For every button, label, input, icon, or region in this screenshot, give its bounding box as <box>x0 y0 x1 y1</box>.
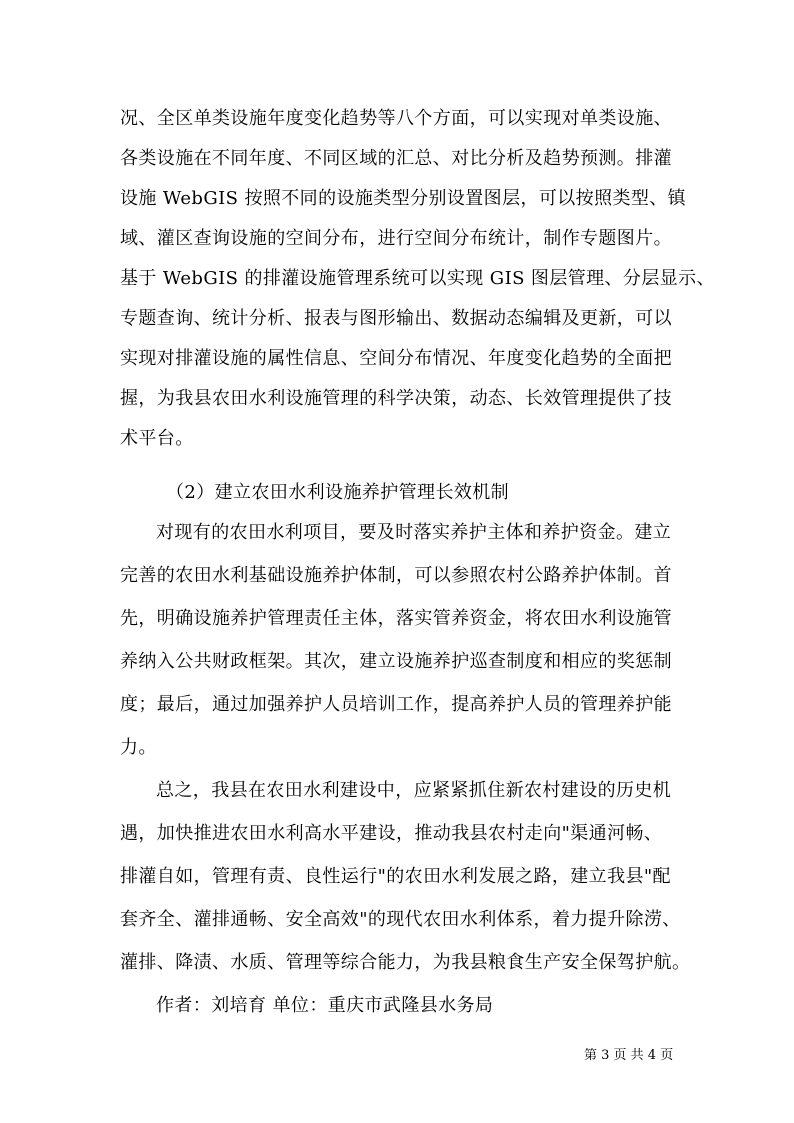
paragraph-line: 遇，加快推进农田水利高水平建设，推动我县农村走向"渠通河畅、 <box>120 823 663 844</box>
paragraph-line: 术平台。 <box>120 428 194 449</box>
paragraph-line: 各类设施在不同年度、不同区域的汇总、对比分析及趋势预测。排灌 <box>120 148 672 169</box>
paragraph-line: 先，明确设施养护管理责任主体，落实管养资金，将农田水利设施管 <box>120 608 672 629</box>
paragraph-line: 基于 WebGIS 的排灌设施管理系统可以实现 GIS 图层管理、分层显示、 <box>120 268 715 289</box>
paragraph-line: 设施 WebGIS 按照不同的设施类型分别设置图层，可以按照类型、镇 <box>120 188 687 209</box>
paragraph-line: 域、灌区查询设施的空间分布，进行空间分布统计，制作专题图片。 <box>120 228 672 249</box>
paragraph-line: 专题查询、统计分析、报表与图形输出、数据动态编辑及更新，可以 <box>120 308 672 329</box>
section-heading: （2）建立农田水利设施养护管理长效机制 <box>166 482 510 503</box>
paragraph-line: 实现对排灌设施的属性信息、空间分布情况、年度变化趋势的全面把 <box>120 348 672 369</box>
paragraph-line: 总之，我县在农田水利建设中，应紧紧抓住新农村建设的历史机 <box>156 780 672 801</box>
paragraph-line: 套齐全、灌排通畅、安全高效"的现代农田水利体系，着力提升除涝、 <box>120 909 681 930</box>
author-line: 作者：刘培育 单位：重庆市武隆县水务局 <box>156 995 494 1016</box>
paragraph-line: 对现有的农田水利项目，要及时落实养护主体和养护资金。建立 <box>156 522 672 543</box>
paragraph-line: 完善的农田水利基础设施养护体制，可以参照农村公路养护体制。首 <box>120 565 672 586</box>
paragraph-line: 灌排、降渍、水质、管理等综合能力，为我县粮食生产安全保驾护航。 <box>120 952 691 973</box>
paragraph-line: 排灌自如，管理有责、良性运行"的农田水利发展之路，建立我县"配 <box>120 866 671 887</box>
paragraph-line: 养纳入公共财政框架。其次，建立设施养护巡查制度和相应的奖惩制 <box>120 651 672 672</box>
paragraph-line: 况、全区单类设施年度变化趋势等八个方面，可以实现对单类设施、 <box>120 108 672 129</box>
page-number: 第 3 页 共 4 页 <box>584 1048 674 1063</box>
paragraph-line: 握，为我县农田水利设施管理的科学决策，动态、长效管理提供了技 <box>120 388 672 409</box>
paragraph-line: 度；最后，通过加强养护人员培训工作，提高养护人员的管理养护能 <box>120 694 672 715</box>
paragraph-line: 力。 <box>120 737 157 758</box>
